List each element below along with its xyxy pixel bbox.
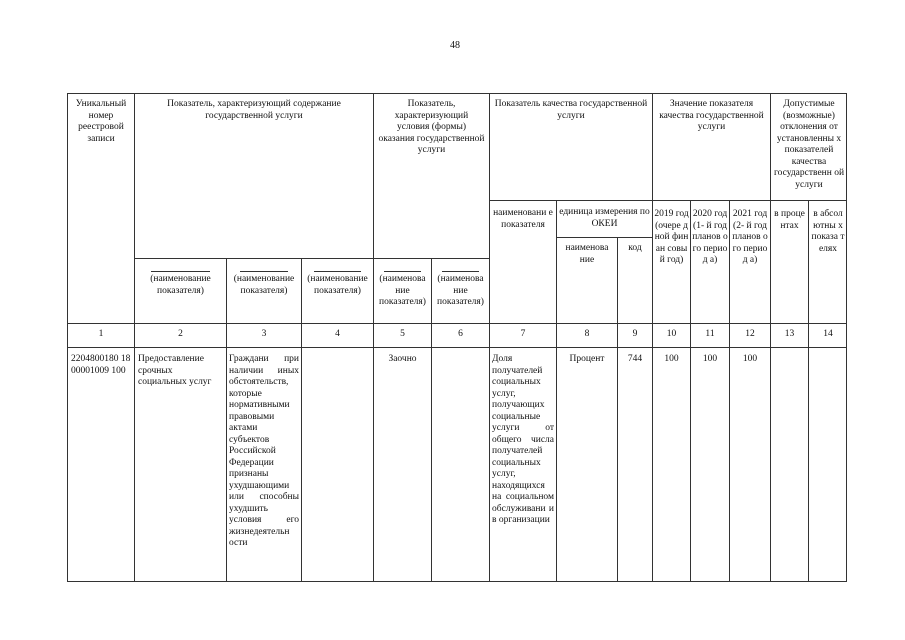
header-unit-okei: единица измерения по ОКЕИ <box>556 200 652 237</box>
column-number-9: 9 <box>617 323 652 347</box>
header-deviation-absolute: в абсол ютны х показа телях <box>808 200 847 323</box>
page-number: 48 <box>450 40 460 51</box>
column-number-3: 3 <box>226 323 301 347</box>
column-number-10: 10 <box>652 323 690 347</box>
cell-value-2020: 100 <box>690 347 729 582</box>
header-content-group: Показатель, характеризующий содержание государственной услуги <box>134 93 373 258</box>
column-number-14: 14 <box>808 323 847 347</box>
header-year-2021: 2021 год (2- й год планов ого период а) <box>729 200 770 323</box>
header-year-2019: 2019 год (очере дной финан совый год) <box>652 200 690 323</box>
header-conditions-indicator-5: (наименова ние показателя) <box>373 258 431 323</box>
cell-quality-indicator: Доля получателей социальных услуг, получающих социальные услуги от общего числа получателей социальных услуг, находящихся на социальном обслуживани и в организации <box>489 347 556 582</box>
state-task-table <box>67 93 847 582</box>
header-year-2020: 2020 год (1- й год планов ого период а) <box>690 200 729 323</box>
cell-value-2019: 100 <box>652 347 690 582</box>
column-number-13: 13 <box>770 323 808 347</box>
header-registry-number: Уникальный номер реестровой записи <box>67 93 134 323</box>
column-number-12: 12 <box>729 323 770 347</box>
column-number-5: 5 <box>373 323 431 347</box>
cell-registry-number: 2204800180 1800001009 100 <box>67 347 134 582</box>
header-content-indicator-2: (наименование показателя) <box>134 258 226 323</box>
cell-service-content: Предоставление срочных социальных услуг <box>134 347 226 582</box>
column-number-6: 6 <box>431 323 489 347</box>
cell-service-form: Заочно <box>373 347 431 582</box>
header-value-group: Значение показателя качества государственной услуги <box>652 93 770 200</box>
cell-unit-code: 744 <box>617 347 652 582</box>
cell-deviation-percent <box>770 347 808 582</box>
header-unit-name: наименова ние <box>556 237 617 323</box>
header-unit-code: код <box>617 237 652 323</box>
header-indicator-name: наименовани е показателя <box>489 200 556 323</box>
header-conditions-indicator-6: (наименова ние показателя) <box>431 258 489 323</box>
cell-unit-name: Процент <box>556 347 617 582</box>
cell-deviation-absolute <box>808 347 847 582</box>
cell-conditions-indicator-6 <box>431 347 489 582</box>
header-content-indicator-4: (наименование показателя) <box>301 258 373 323</box>
header-deviation-group: Допустимые (возможные) отклонения от установленны х показателей качества государственн ой услуги <box>770 93 847 200</box>
column-number-8: 8 <box>556 323 617 347</box>
column-number-11: 11 <box>690 323 729 347</box>
cell-value-2021: 100 <box>729 347 770 582</box>
header-deviation-percent: в проце нтах <box>770 200 808 323</box>
column-number-2: 2 <box>134 323 226 347</box>
column-number-1: 1 <box>67 323 134 347</box>
header-content-indicator-3: (наименование показателя) <box>226 258 301 323</box>
header-quality-group: Показатель качества государственной услуги <box>489 93 652 200</box>
header-conditions-group: Показатель, характеризующий условия (формы) оказания государственной услуги <box>373 93 489 258</box>
cell-recipient-category: Граждани при наличии иных обстоятельств, которые нормативными правовыми актами субъектов Российской Федерации признаны ухудшающими или способны ухудшить условия его жизнедеятельн ости <box>226 347 301 582</box>
column-number-4: 4 <box>301 323 373 347</box>
column-number-7: 7 <box>489 323 556 347</box>
cell-content-indicator-4 <box>301 347 373 582</box>
